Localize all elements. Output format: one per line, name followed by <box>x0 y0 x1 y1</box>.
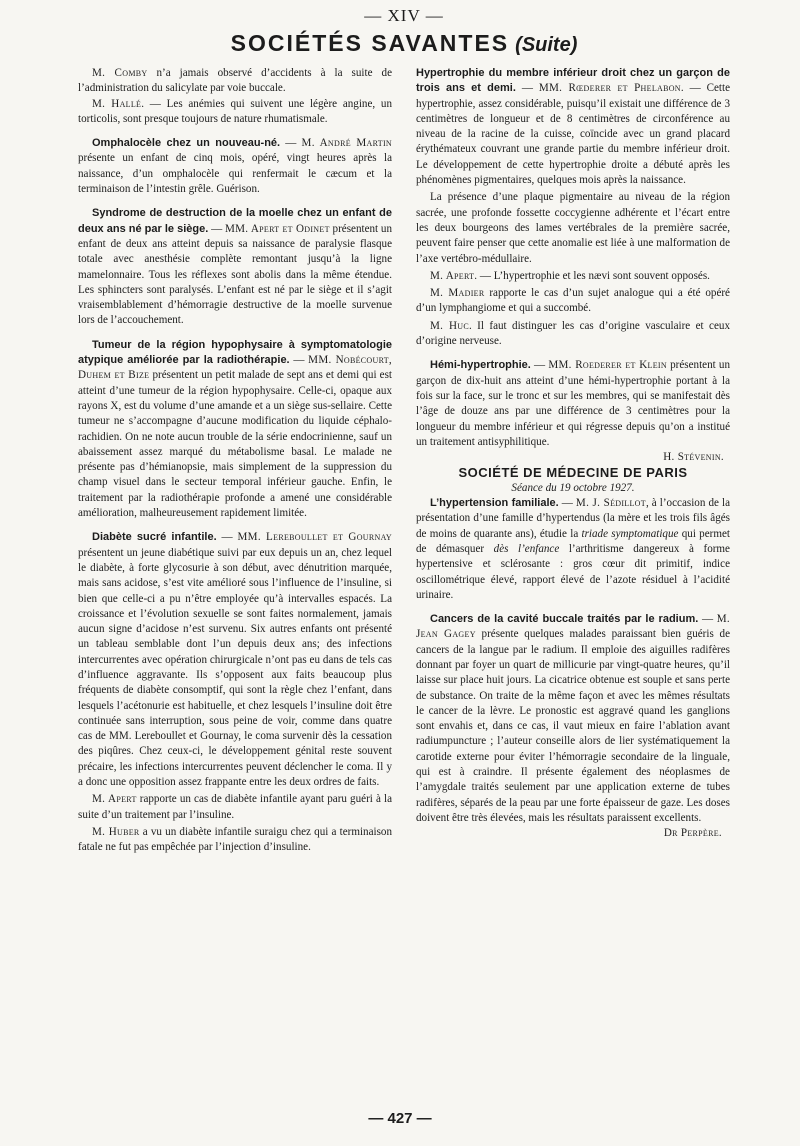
paragraph-text: . Il faut distinguer les cas d’origine vasculaire et ceux d’origine nerveuse. <box>416 319 730 348</box>
speaker-name: M. Madier <box>430 287 485 300</box>
paragraph-halle <box>78 97 392 128</box>
article-text: l’arthritisme dangereux à forme hypertensive et sclérosante : gros cœur dit primitif, indice oscillométrique élevé, rapport élevé de l’azote résiduel à l’acidité urinaire. <box>416 542 730 601</box>
article-authors: M. J. Sédillot <box>575 497 646 510</box>
paragraph-text: . — L’hypertrophie et les nævi sont souvent opposés. <box>474 269 710 282</box>
article-hypertrophie: Hypertrophie du membre inférieur droit chez un garçon de trois ans et demi. — MM. Rœderer et Phelabon. — Cette hypertrophie, assez considérable, puisqu’il existait une différence de 3 centimètres de longueur et de 8 centimètres de circonférence au niveau de la racine de la cuisse, coïncide avec un grand placard érythémateux couvrant une grande partie du membre inférieur droit. Le développement de cette hypertrophie droite a débuté après les phénomènes pigmentaires, quelques mois après la naissance. <box>416 67 730 187</box>
signature-perpere: Dr Perpère. <box>663 827 722 840</box>
speaker-name: M. Huc <box>430 319 469 332</box>
speaker-name: M. Hallé <box>92 97 142 110</box>
two-column-body <box>78 66 730 856</box>
paragraph-apert-2 <box>416 269 730 284</box>
seance-date: Séance du 19 octobre 1927. <box>511 481 635 494</box>
article-text: qui permet de démasquer <box>416 527 730 555</box>
paragraph-apert <box>78 792 392 823</box>
article-authors: MM. Apert et Odinet <box>224 222 330 235</box>
speaker-name: M. Apert <box>430 269 475 282</box>
title-suffix: (Suite) <box>515 34 578 56</box>
paragraph-plaque: La présence d’une plaque pigmentaire au niveau de la région sacrée, une profonde fossette coccygienne adhérente et l’écart entre les deux bourgeons des lames vertébrales de la première sacrée, peuvent faire penser que cette anomalie est liée à une malformation de l’axe vertébro-médullaire. <box>416 191 730 265</box>
article-text: présente un enfant de cinq mois, opéré, vingt heures après la naissance, d’un omphalocèle qui renfermait le cæcum et la terminaison de l’intestin grêle. Guérison. <box>78 152 392 196</box>
left-column <box>78 66 392 856</box>
article-heading: L’hypertension familiale. <box>430 497 559 510</box>
article-diabete: Diabète sucré infantile. — MM. Lereboullet et Gournay présentent un jeune diabétique suivi par eux depuis un an, chez lequel le diabète, à forte glycosurie à son début, avec dénutrition marquée, mais sans acidose, s’est vite amélioré sous l’influence de l’insuline, si bien que celle-ci a pu n’être employée qu’à intervalles espacés. La croissance et l’évolution sexuelle se sont faites normalement, jamais aucun signe d’acidose n’est survenu. Six autres enfants ont présenté un tableau semblable dont l’un depuis deux ans; des infections intercurrentes avec opération chirurgicale n’ont pas eu dans de tels cas d’influence aggravante. Ils s’opposent aux faits beaucoup plus fréquents de diabète consomptif, qui sont la règle chez l’enfant, dans lesquels l’acétonurie est habituelle, et chez lesquels l’insuline doit être continuée sans interruption, sous peine de voir, comme dans quatre cas de MM. Lereboullet et Gournay, le coma survenir dès la cessation des piqûres. Chez ceux-ci, le développement génital reste souvent précaire, les infections intercurrentes peuvent déclencher le coma. Il y a donc une opposition assez frappante entre les deux ordres de faits. <box>78 531 393 789</box>
article-heading: Cancers de la cavité buccale traités par le radium. <box>430 613 699 626</box>
article-text: Cette hypertrophie, assez considérable, puisqu’il existait une différence de 3 centimètres de longueur et de 8 centimètres de circonférence au niveau de la racine de la cuisse, coïncide avec un grand placard érythémateux couvrant une grande partie du membre inférieur droit. Le développement de cette hypertrophie droite a débuté après les phénomènes pigmentaires, quelques mois après la naissance. <box>416 82 730 187</box>
paragraph-madier <box>416 286 730 317</box>
society-heading: SOCIÉTÉ DE MÉDECINE DE PARIS <box>458 465 688 481</box>
article-text: présente quelques malades paraissant bien guéris de cancers de la langue par le radium. Il emploie des aiguilles radifères donnant par foyer un quart de millicurie par vingt-quatre heures, qu’il laisse sur place huit jours. La cicatrice obtenue est souple et sans perte de substance. On traite de la même façon et avec les mêmes résultats le cancer de la lèvre. Le pronostic est aggravé quand les ganglions sont envahis et, dans ce cas, il vaut mieux en faire l’ablation avant radiumpuncture ; l’auteur conseille alors de lier systématiquement la carotide externe pour éviter l’hémorragie secondaire de la linguale, qui est à craindre. Il présente également des néoplasmes de l’amygdale traités seulement par une application externe de tubes radifères, séparés de la peau par une forte épaisseur de gaze. Les doses doivent être très élevées, mais les résultats paraissent excellents. <box>416 628 731 824</box>
article-text: présentent un petit malade de sept ans et demi qui est atteint d’une tumeur de la région hypophysaire. Celle-ci, opaque aux rayons X, est du volume d’une amande et a un siège sus-sellaire. Cette tumeur ne s’accompagne d’aucune modification du liquide céphalo-rachidien. On ne note aucun trouble de la série endocrinienne, sauf un abaissement assez marqué du métabolisme basal. Le malade ne présente pas d’hémianopsie, mais simplement de la suppression du champ visuel dans le secteur temporal inférieur gauche. Enfin, le traitement par la radiothérapie profonde a amené une considérable amélioration, malheureusement rapidement limitée. <box>78 369 392 520</box>
article-text: présentent un garçon de dix-huit ans atteint d’une hémi-hypertrophie portant à la fois sur la face, sur le tronc et sur les membres, qui se manifestait dès l’âge de douze ans par une différence de 3 centimètres pour la longueur du membre inférieur et qui régresse depuis qu’on a institué un traitement antisyphilitique. <box>416 359 730 448</box>
paragraph-text: rapporte un cas de diabète infantile ayant paru guéri à la suite d’un traitement par l’insuline. <box>78 793 393 821</box>
paragraph-huber <box>78 825 392 856</box>
article-heading: Omphalocèle chez un nouveau-né. <box>92 137 281 150</box>
article-heading: Hypertrophie du membre inférieur droit chez un garçon de trois ans et demi. <box>416 67 730 95</box>
article-authors: MM. Nobécourt, Duhem et Bize <box>78 354 392 382</box>
speaker-name: M. Comby <box>92 67 148 79</box>
article-authors: M. André Martin <box>301 137 392 150</box>
italic-phrase: dès l’enfance <box>493 542 560 555</box>
article-heading: Diabète sucré infantile. <box>92 531 217 544</box>
article-heading: Hémi-hypertrophie. <box>430 359 531 372</box>
article-tumeur-hypophysaire: Tumeur de la région hypophysaire à symptomatologie atypique améliorée par la radiothérapie. — MM. Nobécourt, Duhem et Bize présentent un petit malade de sept ans et demi qui est atteint d’une tumeur de la région hypophysaire. Celle-ci, opaque aux rayons X, est du volume d’une amande et a un siège sus-sellaire. Cette tumeur ne s’accompagne d’aucune modification du liquide céphalo-rachidien. On ne note aucun trouble de la série endocrinienne, sauf un abaissement assez marqué du métabolisme basal. Le malade ne présente pas d’hémianopsie, mais simplement de la suppression du champ visuel dans le secteur temporal inférieur gauche. Enfin, le traitement par la radiothérapie profonde a amené une considérable amélioration, malheureusement rapidement limitée. <box>78 338 392 520</box>
article-heading: Syndrome de destruction de la moelle chez un enfant de deux ans né par le siège. <box>78 207 392 235</box>
paragraph-text: rapporte le cas d’un sujet analogue qui a été opéré d’un lymphangiome et qui a succombé. <box>416 287 730 315</box>
article-text: présentent un jeune diabétique suivi par eux depuis un an, chez lequel le diabète, à forte glycosurie à son début, avec dénutrition marquée, mais sans acidose, s’est vite amélioré sous l’influence de l’insuline, si bien que celle-ci a pu n’être employée qu’à intervalles espacés. La croissance et l’évolution sexuelle se sont faites normalement, jamais aucun signe d’acidose n’est survenu. Six autres enfants ont présenté un tableau semblable dont l’un depuis deux ans; des infections intercurrentes avec opération chirurgicale n’ont pas eu dans de tels cas d’influence aggravante. Ils s’opposent aux faits beaucoup plus fréquents de diabète consomptif, qui sont la règle chez l’enfant, dans lesquels l’acétonurie est habituelle, et chez lesquels l’insuline doit être continuée sans interruption, sous peine de voir, comme dans quatre cas de MM. Lereboullet et Gournay, le coma survenir dès la cessation des piqûres. Chez ceux-ci, le développement génital reste souvent précaire, les infections intercurrentes peuvent déclencher le coma. Il y a donc une opposition assez frappante entre les deux ordres de faits. <box>78 546 392 789</box>
title-main: SOCIÉTÉS SAVANTES <box>230 30 510 56</box>
article-omphalocele: Omphalocèle chez un nouveau-né. — M. André Martin présente un enfant de cinq mois, opéré, vingt heures après la naissance, d’un omphalocèle qui renfermait le cæcum et la terminaison de l’intestin grêle. Guérison. <box>78 137 392 196</box>
article-authors: MM. Lereboullet et Gournay <box>237 531 393 544</box>
speaker-name: M. Apert <box>92 793 137 806</box>
italic-phrase: triade symptomatique <box>581 527 679 540</box>
page-title <box>78 30 730 62</box>
paragraph-text: n’a jamais observé d’accidents à la suite de l’administration du salicylate par voie buccale. <box>78 67 392 95</box>
article-syndrome-moelle: Syndrome de destruction de la moelle chez un enfant de deux ans né par le siège. — MM. Apert et Odinet présentent un enfant de deux ans atteint depuis sa naissance de paralysie flasque totale avec anesthésie complète remontant jusqu’à la ligne mamelonnaire. Tous les réflexes sont abolis dans la même étendue. Les sphincters sont paralysés. L’enfant est né par le siège et il s’agit vraisemblablement d’hémorragie destructive de la moelle survenue lors de l’accouchement. <box>78 207 393 327</box>
article-cancers-buccale: Cancers de la cavité buccale traités par le radium. — M. Jean Gagey présente quelques malades paraissant bien guéris de cancers de la langue par le radium. Il emploie des aiguilles radifères donnant par foyer un quart de millicurie par vingt-quatre heures, qu’il laisse sur place huit jours. La cicatrice obtenue est souple et sans perte de substance. On traite de la même façon et avec les mêmes résultats le cancer de la lèvre. Le pronostic est aggravé quand les ganglions sont envahis et, dans ce cas, il vaut mieux en faire l’ablation avant radiumpuncture ; l’auteur conseille alors de lier systématiquement la carotide externe pour éviter l’hémorragie secondaire de la linguale, qui est à craindre. Il présente également des néoplasmes de l’amygdale traités seulement par une application externe de tubes radifères, séparés de la peau par une forte épaisseur de gaze. Les doses doivent être très élevées, mais les résultats paraissent excellents. <box>416 613 731 824</box>
article-hemi-hypertrophie: Hémi-hypertrophie. — MM. Roederer et Klein présentent un garçon de dix-huit ans atteint d’une hémi-hypertrophie portant à la fois sur la face, sur le tronc et sur les membres, qui se manifestait dès l’âge de douze ans par une différence de 3 centimètres pour la longueur du membre inférieur et qui régresse depuis qu’on a institué un traitement antisyphilitique. <box>416 359 730 448</box>
folio: — XIV — <box>364 6 444 25</box>
paragraph-text: a vu un diabète infantile suraigu chez qui a terminaison fatale ne fut pas empêchée par l’injection d’insuline. <box>78 825 392 854</box>
paragraph-text: . — Les anémies qui suivent une légère angine, un torticolis, sont presque toujours de nature rhumatismale. <box>78 97 393 125</box>
right-column <box>416 66 730 856</box>
article-authors: MM. Rœderer et Phelabon <box>538 82 681 95</box>
signature-stevenin: H. Stévenin. <box>663 451 724 464</box>
page-number: — 427 — <box>368 1110 432 1127</box>
article-heading: Tumeur de la région hypophysaire à symptomatologie atypique améliorée par la radiothérapie. <box>78 338 392 367</box>
paragraph-huc <box>416 319 730 350</box>
speaker-name: M. Huber <box>92 825 140 838</box>
article-text: , à l’occasion de la présentation d’une famille d’hypertendus (la mère et les trois fils âgés de moins de quarante ans), étudie la <box>416 497 730 540</box>
article-text: présentent un enfant de deux ans atteint depuis sa naissance de paralysie flasque totale avec anesthésie complète remontant jusqu’à la ligne mamelonnaire. Tous les réflexes sont abolis dans la même étendue. Les sphincters sont paralysés. L’enfant est né par le siège et il s’agit vraisemblablement d’hémorragie destructive de la moelle survenue lors de l’accouchement. <box>78 222 393 327</box>
article-authors: M. Jean Gagey <box>416 613 730 641</box>
article-authors: MM. Roederer et Klein <box>548 359 667 372</box>
article-hypertension: L’hypertension familiale. — M. J. Sédillot, à l’occasion de la présentation d’une famille d’hypertendus (la mère et les trois fils âgés de moins de quarante ans), étudie la triade symptomatique qui permet de démasquer dès l’enfance l’arthritisme dangereux à forme hypertensive et sclérosante : gros cœur dit primitif, indice oscillométrique élevé, rapport élevé de l’azote résiduel à l’acidité urinaire. <box>416 497 730 601</box>
paragraph-comby <box>78 66 392 97</box>
